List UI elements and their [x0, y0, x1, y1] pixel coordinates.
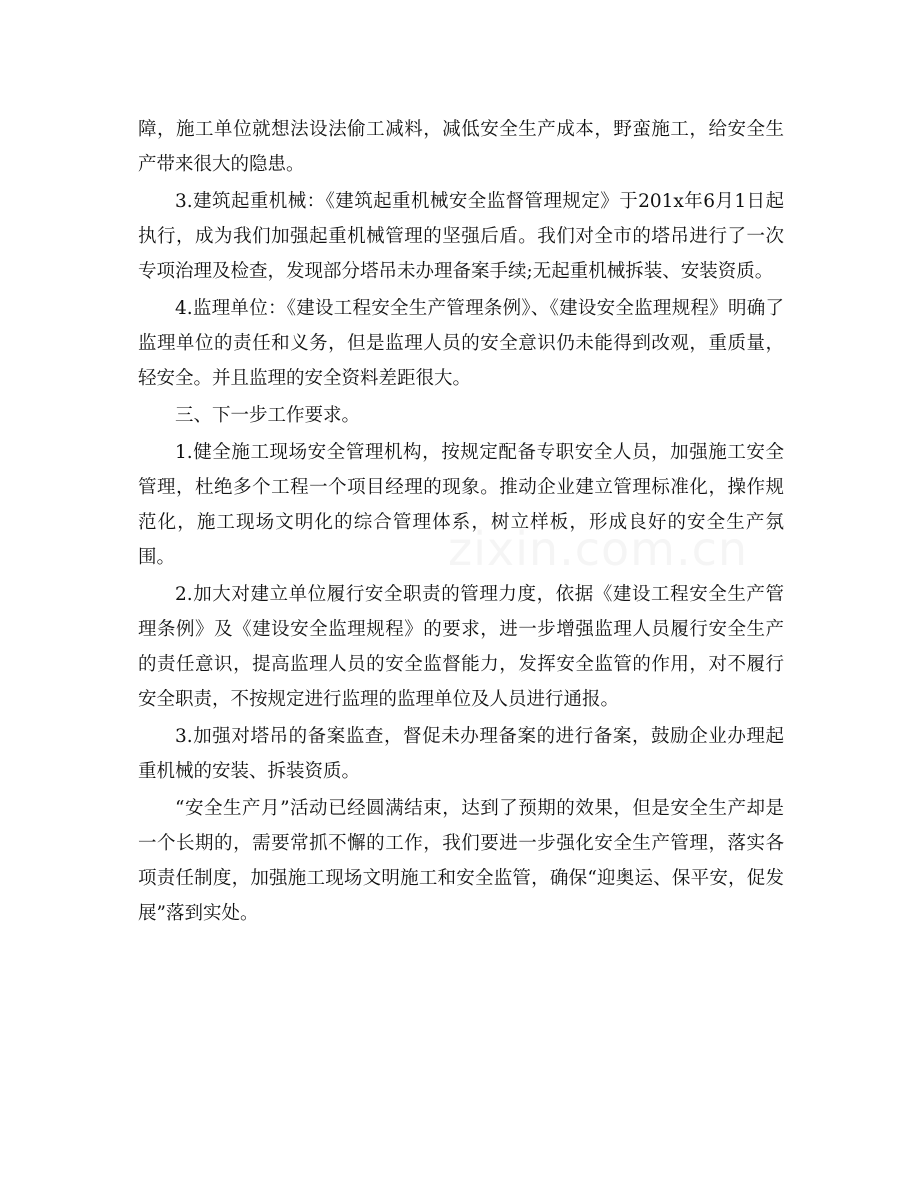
paragraph-6: 2.加大对建立单位履行安全职责的管理力度，依据《建设工程安全生产管理条例》及《建设安全监理规程》的要求，进一步增强监理人员履行安全生产的责任意识，提高监理人员的安全监督能力，发挥安全监管的作用，对不履行安全职责，不按规定进行监理的监理单位及人员进行通报。: [138, 584, 784, 710]
paragraph-8: “安全生产月”活动已经圆满结束，达到了预期的效果，但是安全生产却是一个长期的，需要常抓不懈的工作，我们要进一步强化安全生产管理，落实各项责任制度，加强施工现场文明施工和安全监管，确保“迎奥运、保平安，促发展”落到实处。: [138, 798, 784, 924]
paragraph-7: 3.加强对塔吊的备案监查，督促未办理备案的进行备案，鼓励企业办理起重机械的安装、拆装资质。: [138, 726, 784, 782]
section-heading: 三、下一步工作要求。: [175, 405, 361, 426]
watermark-text: zixin.com.cn: [448, 522, 749, 576]
paragraph-1: 障，施工单位就想法设法偷工减料，减低安全生产成本，野蛮施工，给安全生产带来很大的隐患。: [138, 119, 784, 175]
paragraph-3: 4.监理单位：《建设工程安全生产管理条例》、《建设安全监理规程》明确了监理单位的责任和义务，但是监理人员的安全意识仍未能得到改观，重质量，轻安全。并且监理的安全资料差距很大。: [138, 298, 784, 389]
paragraph-2: 3.建筑起重机械：《建筑起重机械安全监督管理规定》于201x年6月1日起执行，成为我们加强起重机械管理的坚强后盾。我们对全市的塔吊进行了一次专项治理及检查，发现部分塔吊未办理备案手续;无起重机械拆装、安装资质。: [138, 191, 784, 282]
document-body: [138, 112, 784, 933]
paragraph-5: 1.健全施工现场安全管理机构，按规定配备专职安全人员，加强施工安全管理，杜绝多个工程一个项目经理的现象。推动企业建立管理标准化，操作规范化，施工现场文明化的综合管理体系，树立样板，形成良好的安全生产氛围。: [138, 442, 784, 568]
